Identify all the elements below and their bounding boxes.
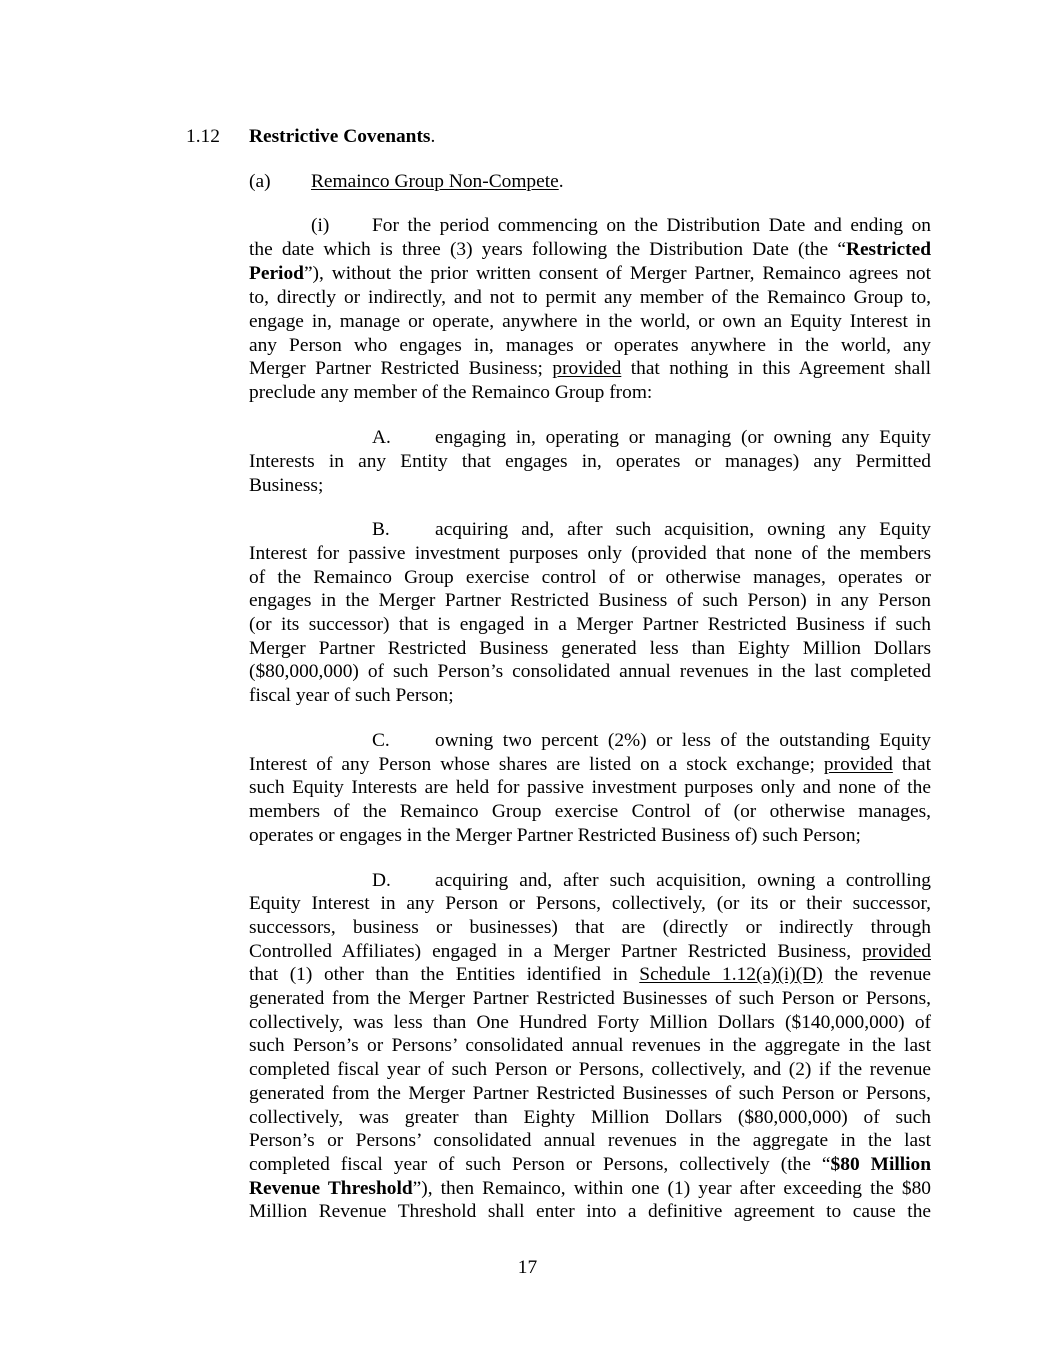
- item-d-line: collectively, was greater than Eighty Million Dollars ($80,000,000) of such: [249, 1107, 931, 1128]
- item-d-line: generated from the Merger Partner Restricted Businesses of such Person or Persons,: [249, 1083, 931, 1104]
- item-b-marker: B.: [372, 519, 390, 540]
- para-i-line: [249, 262, 931, 286]
- underlined-term: provided: [862, 941, 931, 962]
- subsection-title-end: .: [558, 171, 564, 192]
- defined-term: Revenue Threshold: [249, 1178, 413, 1199]
- para-i-line: [249, 357, 931, 381]
- item-d-line: collectively, was less than One Hundred Forty Million Dollars ($140,000,000) of: [249, 1012, 931, 1033]
- item-b-line: Interest for passive investment purposes only (provided that none of the members: [249, 543, 931, 564]
- item-c-line: [249, 753, 931, 777]
- defined-term: Restricted: [845, 239, 931, 260]
- para-i-line: For the period commencing on the Distribution Date and ending on: [372, 215, 931, 236]
- item-d-line: completed fiscal year of such Person or Persons, collectively, and (2) if the revenue: [249, 1059, 931, 1080]
- item-d-line: [249, 963, 931, 987]
- subsection-title-text: Remainco Group Non-Compete: [311, 171, 559, 192]
- item-b-line: acquiring and, after such acquisition, owning any Equity: [435, 519, 931, 540]
- item-c-line: operates or engages in the Merger Partner Restricted Business of) such Person;: [249, 825, 861, 846]
- para-i-text: Merger Partner Restricted Business;: [249, 358, 553, 379]
- para-i-line: to, directly or indirectly, and not to permit any member of the Remainco Group to,: [249, 287, 931, 308]
- item-d-text: completed fiscal year of such Person or Persons, collectively (the “: [249, 1154, 831, 1175]
- subsection-title: [311, 170, 564, 194]
- underlined-term: provided: [552, 358, 622, 379]
- item-c-text: that: [892, 754, 931, 775]
- item-a-line: engaging in, operating or managing (or owning any Equity: [435, 427, 931, 448]
- item-a-line: Interests in any Entity that engages in, operates or manages) any Permitted: [249, 451, 931, 472]
- item-d-line: successors, business or businesses) that are (directly or indirectly through: [249, 917, 931, 938]
- item-d-marker: D.: [372, 870, 391, 891]
- para-i-line: engage in, manage or operate, anywhere in the world, or own an Equity Interest in: [249, 311, 931, 332]
- item-b-line: fiscal year of such Person;: [249, 685, 454, 706]
- item-d-text: the revenue: [822, 964, 931, 985]
- section-title-text: Restrictive Covenants: [249, 126, 431, 147]
- item-d-line: such Person’s or Persons’ consolidated annual revenues in the aggregate in the last: [249, 1035, 931, 1056]
- item-d-line: acquiring and, after such acquisition, owning a controlling: [435, 870, 931, 891]
- item-d-line: [249, 1177, 931, 1201]
- item-a-marker: A.: [372, 427, 391, 448]
- item-d-line: [249, 940, 931, 964]
- item-c-line: members of the Remainco Group exercise Control of (or otherwise manages,: [249, 801, 931, 822]
- item-d-line: generated from the Merger Partner Restricted Businesses of such Person or Persons,: [249, 988, 931, 1009]
- item-a-line: Business;: [249, 475, 324, 496]
- section-title: [249, 125, 435, 149]
- para-i-text: that nothing in this Agreement shall: [621, 358, 931, 379]
- item-d-line: Equity Interest in any Person or Persons, collectively, (or its or their successor,: [249, 893, 931, 914]
- para-i-marker: (i): [311, 215, 330, 236]
- item-d-text: that (1) other than the Entities identified in: [249, 964, 640, 985]
- para-i-line: [249, 238, 931, 262]
- item-d-line: Million Revenue Threshold shall enter into a definitive agreement to cause the: [249, 1201, 931, 1222]
- para-i-text: ”), without the prior written consent of Merger Partner, Remainco agrees not: [303, 263, 931, 284]
- item-c-line: owning two percent (2%) or less of the outstanding Equity: [435, 730, 931, 751]
- section-title-end: .: [430, 126, 436, 147]
- item-d-text: Controlled Affiliates) engaged in a Merger Partner Restricted Business,: [249, 941, 863, 962]
- item-d-line: [249, 1153, 931, 1177]
- subsection-marker: (a): [249, 171, 271, 192]
- item-b-line: engages in the Merger Partner Restricted Business of such Person) in any Person: [249, 590, 931, 611]
- item-c-text: Interest of any Person whose shares are listed on a stock exchange;: [249, 754, 824, 775]
- schedule-reference: Schedule 1.12(a)(i)(D): [639, 964, 823, 985]
- item-b-line: (or its successor) that is engaged in a Merger Partner Restricted Business if such: [249, 614, 931, 635]
- defined-term: Period: [249, 263, 304, 284]
- section-number: 1.12: [186, 126, 220, 147]
- para-i-line: any Person who engages in, manages or operates anywhere in the world, any: [249, 335, 931, 356]
- page-number: 17: [517, 1257, 538, 1278]
- defined-term: $80 Million: [830, 1154, 931, 1175]
- item-d-line: Person’s or Persons’ consolidated annual revenues in the aggregate in the last: [249, 1130, 931, 1151]
- item-b-line: Merger Partner Restricted Business generated less than Eighty Million Dollars: [249, 638, 931, 659]
- para-i-text: the date which is three (3) years following the Distribution Date (the “: [249, 239, 846, 260]
- item-d-text: ”), then Remainco, within one (1) year after exceeding the $80: [412, 1178, 931, 1199]
- underlined-term: provided: [823, 754, 893, 775]
- item-c-line: such Equity Interests are held for passive investment purposes only and none of the: [249, 777, 931, 798]
- item-c-marker: C.: [372, 730, 390, 751]
- para-i-line: preclude any member of the Remainco Group from:: [249, 382, 653, 403]
- item-b-line: ($80,000,000) of such Person’s consolidated annual revenues in the last completed: [249, 661, 931, 682]
- item-b-line: of the Remainco Group exercise control of or otherwise manages, operates or: [249, 567, 931, 588]
